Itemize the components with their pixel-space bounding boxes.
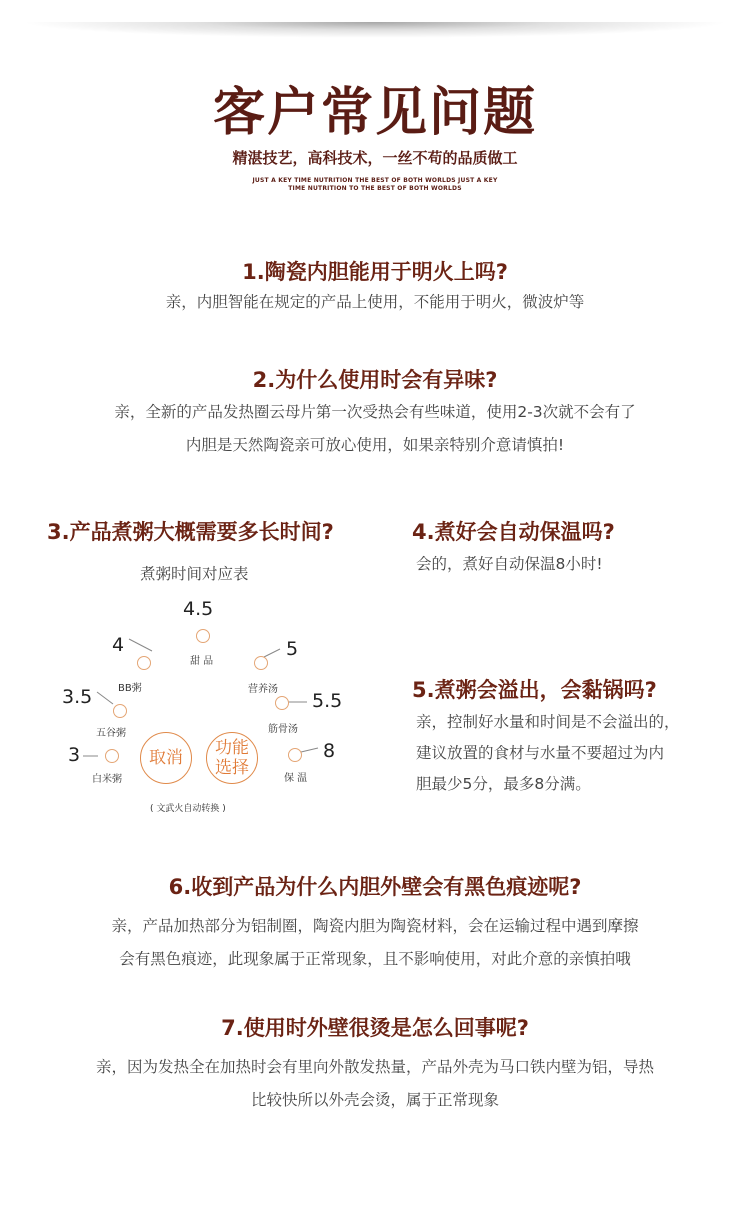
faq-answer-4-line-1: 会的，煮好自动保温8小时!	[416, 555, 603, 573]
top-shadow	[20, 22, 730, 38]
faq-answer-6-line-1: 亲，产品加热部分为铝制圈，陶瓷内胆为陶瓷材料，会在运输过程中遇到摩擦	[111, 917, 639, 935]
faq-question-6: 6.收到产品为什么内胆外壁会有黑色痕迹呢?	[168, 875, 582, 899]
faq-answer-2-line-1: 亲，全新的产品发热圈云母片第一次受热会有些味道，使用2-3次就不会有了	[114, 403, 636, 421]
english-tagline-1: JUST A KEY TIME NUTRITION THE BEST OF BOTH WORLDS JUST A KEY	[252, 177, 498, 184]
dial-hours-4-5: 4.5	[183, 598, 214, 620]
dial-dot-3-5	[113, 704, 127, 718]
english-tagline-2: TIME NUTRITION TO THE BEST OF BOTH WORLDS	[288, 185, 462, 192]
dial-note: ( 文武火自动转换 )	[150, 804, 226, 814]
dial-dot-5-5	[275, 696, 289, 710]
dial-leader-lines	[55, 590, 355, 820]
dial-hours-5-5: 5.5	[312, 690, 343, 712]
faq-answer-5-line-3: 胆最少5分，最多8分满。	[416, 775, 591, 793]
faq-question-4: 4.煮好会自动保温吗?	[412, 520, 615, 544]
faq-answer-5-line-1: 亲，控制好水量和时间是不会溢出的，	[416, 713, 680, 731]
dial-label-rice-congee: 白米粥	[92, 774, 122, 785]
function-button-label-1: 功能	[215, 738, 249, 758]
dial-hours-8: 8	[323, 740, 336, 762]
faq-answer-6-line-2: 会有黑色痕迹，此现象属于正常现象，且不影响使用，对此介意的亲慎拍哦	[119, 950, 631, 968]
dial-label-dessert: 甜 品	[190, 656, 214, 667]
dial-dot-8	[288, 748, 302, 762]
dial-hours-4: 4	[112, 634, 125, 656]
dial-hours-3: 3	[68, 744, 81, 766]
faq-answer-1-line-1: 亲，内胆智能在规定的产品上使用，不能用于明火，微波炉等	[165, 293, 585, 311]
page-subtitle: 精湛技艺，高科技术，一丝不苟的品质做工	[232, 149, 518, 167]
cooking-time-table-title: 煮粥时间对应表	[140, 565, 249, 583]
dial-label-keep-warm: 保 温	[284, 773, 308, 784]
cancel-button	[140, 732, 192, 784]
faq-question-1: 1.陶瓷内胆能用于明火上吗?	[242, 260, 508, 284]
cancel-button-label: 取消	[149, 748, 183, 768]
faq-question-7: 7.使用时外壁很烫是怎么回事呢?	[221, 1016, 529, 1040]
faq-answer-2-line-2: 内胆是天然陶瓷亲可放心使用，如果亲特别介意请慎拍!	[185, 436, 565, 454]
function-button-label-2: 选择	[215, 758, 249, 778]
dial-label-bone-soup: 筋骨汤	[268, 724, 298, 735]
faq-question-2: 2.为什么使用时会有异味?	[252, 368, 498, 392]
dial-label-nutrition-soup: 营养汤	[248, 684, 278, 695]
faq-question-3: 3.产品煮粥大概需要多长时间?	[47, 520, 334, 544]
page-title: 客户常见问题	[212, 82, 537, 143]
dial-hours-5: 5	[286, 638, 299, 660]
faq-answer-7-line-2: 比较快所以外壳会烫，属于正常现象	[250, 1091, 499, 1109]
function-select-button	[206, 732, 258, 784]
dial-dot-4-5	[196, 629, 210, 643]
dial-dot-4	[137, 656, 151, 670]
dial-dot-5	[254, 656, 268, 670]
faq-answer-5-line-2: 建议放置的食材与水量不要超过为内	[416, 744, 665, 762]
faq-question-5: 5.煮粥会溢出，会黏锅吗?	[412, 678, 657, 702]
faq-answer-7-line-1: 亲，因为发热全在加热时会有里向外散发热量，产品外壳为马口铁内壁为铝，导热	[95, 1058, 654, 1076]
dial-label-bb-congee: BB粥	[118, 683, 142, 694]
dial-dot-3	[105, 749, 119, 763]
dial-hours-3-5: 3.5	[62, 686, 93, 708]
dial-label-grain-congee: 五谷粥	[96, 728, 126, 739]
cooking-time-dial	[55, 590, 355, 820]
